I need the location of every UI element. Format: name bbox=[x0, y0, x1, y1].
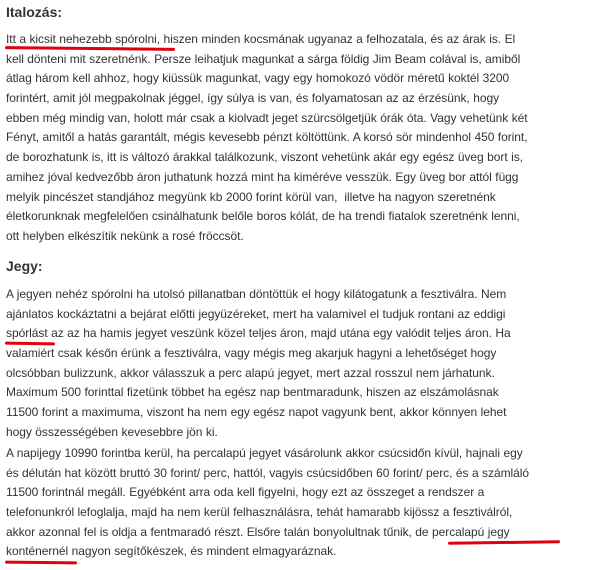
paragraph-line: Maximum 500 forinttal fizetünk többet ha egész nap bentmaradunk, hiszen az elszámolásnak bbox=[6, 385, 499, 400]
paragraph-line: amihez jóval kedvezőbb áron juthatunk hozzá mint ha kiméréve vesszük. Egy üveg bor attól függ bbox=[6, 169, 519, 184]
paragraph-line: spórlást az az ha hamis jegyet veszünk közel teljes áron, majd utána egy valódit teljes áron. Ha bbox=[6, 326, 511, 341]
paragraph-day-ticket bbox=[6, 444, 578, 562]
paragraph-line: átlag három kell ahhoz, hogy kiüssük magunkat, vagy egy homokozó vödör méretű koktél 3200 bbox=[6, 71, 510, 86]
paragraph-line: 11500 forintnál megáll. Egyébként arra oda kell figyelni, hogy ezt az összeget a rendszer a bbox=[6, 485, 485, 500]
paragraph-line: de borozhatunk is, itt is változó árakkal találkozunk, viszont vehetünk akár egy egész üveg bort is, bbox=[6, 150, 523, 165]
paragraph-line: ajánlatos kockáztatni a bejárat előtti jegyüzéreket, mert ha valamivel el tudjuk rontani az eddigi bbox=[6, 306, 506, 321]
paragraph-line: hogy összességében kevesebbre jön ki. bbox=[6, 424, 218, 439]
paragraph-line: és délután hat között bruttó 30 forint/ perc, hattól, vagyis csúcsidőben 60 forint/ perc, és a számláló bbox=[6, 465, 530, 480]
paragraph-line: életkorunknak megfelelően csinálhatunk belőle boros kólát, de ha trendi fiatalok szeretnénk lenni, bbox=[6, 209, 520, 224]
paragraph-line: forintért, amit jól megpakolnak jéggel, így súlya is van, és folyamatosan az az érzésünk, hogy bbox=[6, 91, 500, 106]
paragraph-line: ott helyben elkészítik nekünk a rosé fröccsöt. bbox=[6, 228, 244, 243]
paragraph-line: 11500 forint a maximuma, viszont ha nem egy egész napot vagyunk bent, akkor könnyen lehet bbox=[6, 405, 507, 420]
section-heading-drinks: Italozás: bbox=[6, 4, 63, 20]
paragraph-line: A napijegy 10990 forintba kerül, ha percalapú jegyet vásárolunk akkor csúcsidőn kívül, hajnali egy bbox=[6, 446, 523, 460]
paragraph-line: akkor azonnal fel is oldja a fentmaradó részt. Elsőre talán bonyolultnak tűnik, de percalapú jegy bbox=[6, 524, 510, 539]
paragraph-line: Fényt, amitől a hatás garantált, mégis kevesebb pénzt költöttünk. A korsó sör mindenhol 450 forint, bbox=[6, 130, 528, 145]
paragraph-line: kell dönteni mit szeretnénk. Persze leihatjuk magunkat a sárga földig Jim Beam colával is, amiből bbox=[6, 51, 521, 66]
paragraph-ticket bbox=[6, 285, 578, 443]
paragraph-line: ebben még mindig van, holott már csak a kiolvadt jeget szürcsölgetjük órák óta. Vagy vehetünk két bbox=[6, 110, 528, 125]
paragraph-drinks bbox=[6, 30, 578, 247]
paragraph-line: melyik pincészet standjához megyünk kb 2000 forint körül van, illetve ha nagyon szeretnénk bbox=[6, 189, 496, 204]
paragraph-line: olcsóbban bulizzunk, akkor válasszuk a perc alapú jegyet, mert azzal rosszul nem járhatunk. bbox=[6, 365, 495, 380]
paragraph-line: Itt a kicsit nehezebb spórolni, hiszen minden kocsmának ugyanaz a felhozatala, és az árak is. El bbox=[6, 32, 516, 46]
section-heading-ticket: Jegy: bbox=[6, 258, 43, 274]
paragraph-line: A jegyen nehéz spórolni ha utolsó pillanatban döntöttük el hogy kilátogatunk a fesztiválra. Nem bbox=[6, 287, 507, 301]
highlight-underline bbox=[5, 561, 77, 565]
paragraph-line: konténernél nagyon segítőkészek, és mindent elmagyaráznak. bbox=[6, 544, 337, 559]
paragraph-line: valamiért csak későn érünk a fesztiválra, vagy mégis meg akarjuk hagyni a lehetőséget hogy bbox=[6, 346, 497, 361]
paragraph-line: telefonunkról lefoglalja, majd ha nem kerül felhasználásra, tehát hamarabb kijössz a fesztiválról, bbox=[6, 505, 513, 520]
